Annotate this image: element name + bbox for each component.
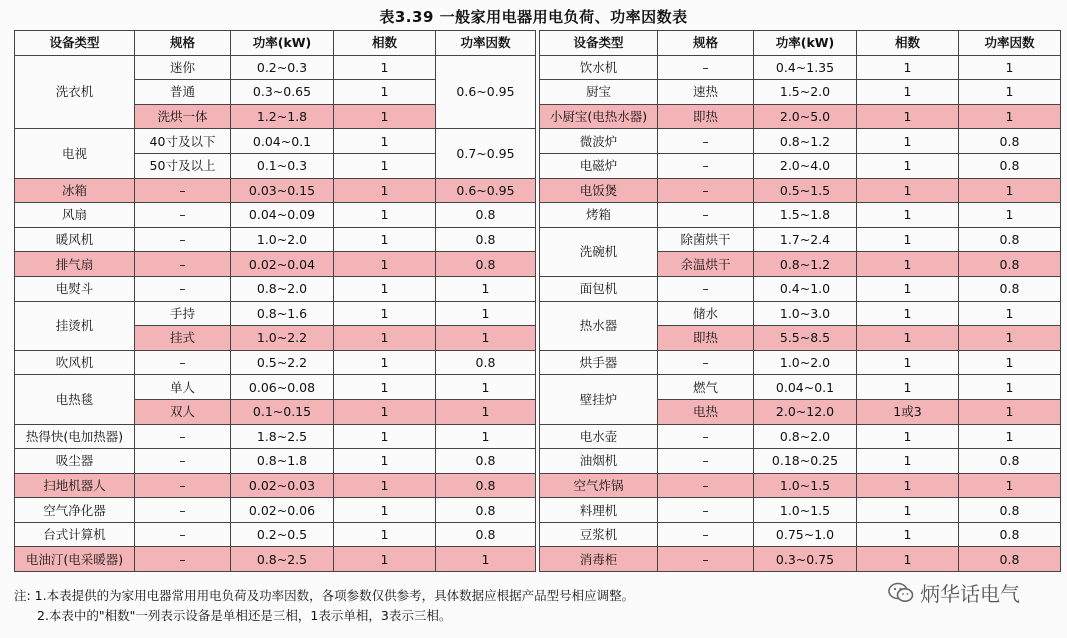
cell-power-factor: 0.8 [436,473,536,498]
cell-phase: 1 [857,301,959,326]
cell-power: 1.0~2.2 [231,326,334,351]
cell-power: 0.4~1.0 [754,276,857,301]
cell-spec: 洗烘一体 [135,104,231,129]
cell-spec: – [658,153,754,178]
table-row [15,522,536,547]
cell-power-factor: 1 [959,473,1061,498]
cell-phase: 1 [334,276,436,301]
cell-spec: 燃气 [658,375,754,400]
cell-spec: 余温烘干 [658,252,754,277]
cell-phase: 1 [334,449,436,474]
cell-power: 0.75~1.0 [754,522,857,547]
cell-power-factor: 1 [959,424,1061,449]
cell-phase: 1 [334,80,436,105]
cell-device-type: 烤箱 [540,203,658,228]
cell-power: 2.0~4.0 [754,153,857,178]
table-row [540,301,1061,326]
cell-phase: 1 [334,424,436,449]
cell-power-factor: 0.8 [436,227,536,252]
cell-power: 0.06~0.08 [231,375,334,400]
cell-phase: 1 [857,203,959,228]
cell-phase: 1 [857,547,959,572]
cell-power: 0.8~1.6 [231,301,334,326]
table-row [540,55,1061,80]
cell-spec: – [135,252,231,277]
cell-spec: 双人 [135,399,231,424]
cell-device-type: 豆浆机 [540,522,658,547]
cell-power: 2.0~12.0 [754,399,857,424]
cell-spec: – [135,547,231,572]
cell-phase: 1 [857,276,959,301]
table-row [540,80,1061,105]
table-row [15,203,536,228]
cell-phase: 1 [334,55,436,80]
cell-power: 1.0~3.0 [754,301,857,326]
cell-power-factor: 1 [436,301,536,326]
cell-phase: 1 [334,399,436,424]
cell-phase: 1 [857,350,959,375]
table-row [540,375,1061,400]
cell-device-type: 空气净化器 [15,498,135,523]
header-type: 设备类型 [540,31,658,56]
header-power: 功率(kW) [754,31,857,56]
cell-phase: 1或3 [857,399,959,424]
cell-spec: – [658,178,754,203]
table-right-half [539,30,1060,572]
cell-power: 0.4~1.35 [754,55,857,80]
table-row [540,424,1061,449]
cell-power-factor: 0.8 [959,547,1061,572]
cell-spec: – [658,498,754,523]
cell-spec: – [658,129,754,154]
cell-spec: 单人 [135,375,231,400]
cell-phase: 1 [857,104,959,129]
note-2: 2.本表中的"相数"一列表示设备是单相还是三相，1表示单相，3表示三相。 [37,608,452,623]
cell-spec: 速热 [658,80,754,105]
header-power: 功率(kW) [231,31,334,56]
cell-power: 0.02~0.06 [231,498,334,523]
table-row [15,498,536,523]
cell-power-factor: 1 [436,547,536,572]
cell-power-factor: 1 [959,326,1061,351]
cell-device-type: 电磁炉 [540,153,658,178]
cell-power-factor: 1 [959,178,1061,203]
cell-device-type: 排气扇 [15,252,135,277]
cell-power-factor: 1 [959,203,1061,228]
note-1: 注: 1.本表提供的为家用电器常用用电负荷及功率因数，各项参数仅供参考，具体数据应根据产品型号相应调整。 [14,588,635,603]
table-row [540,350,1061,375]
table-title: 表3.39 一般家用电器用电负荷、功率因数表 [379,8,688,26]
cell-spec: – [135,350,231,375]
table-left-half [14,30,535,572]
cell-power-factor: 0.8 [436,252,536,277]
cell-device-type: 料理机 [540,498,658,523]
table-row [15,55,536,80]
header-phase: 相数 [857,31,959,56]
watermark [888,578,1020,607]
cell-device-type: 洗衣机 [15,55,135,129]
cell-spec: – [658,276,754,301]
cell-device-type: 壁挂炉 [540,375,658,424]
cell-spec: 50寸及以上 [135,153,231,178]
table-row [540,473,1061,498]
cell-device-type: 洗碗机 [540,227,658,276]
cell-device-type: 暖风机 [15,227,135,252]
cell-phase: 1 [857,473,959,498]
cell-device-type: 小厨宝(电热水器) [540,104,658,129]
cell-phase: 1 [334,129,436,154]
cell-spec: – [658,55,754,80]
cell-power: 1.8~2.5 [231,424,334,449]
cell-phase: 1 [857,252,959,277]
table-row [15,276,536,301]
table-left [14,30,536,572]
cell-phase: 1 [857,80,959,105]
cell-spec: 手持 [135,301,231,326]
cell-spec: – [658,424,754,449]
cell-phase: 1 [334,153,436,178]
cell-power-factor: 1 [436,326,536,351]
table-row [15,129,536,154]
cell-device-type: 电视 [15,129,135,178]
cell-power: 0.18~0.25 [754,449,857,474]
cell-power-factor: 1 [959,375,1061,400]
cell-device-type: 扫地机器人 [15,473,135,498]
watermark-text: 炳华话电气 [920,582,1020,606]
cell-power: 0.3~0.65 [231,80,334,105]
cell-power: 1.0~1.5 [754,473,857,498]
header-spec: 规格 [135,31,231,56]
cell-spec: – [658,449,754,474]
table-row [540,449,1061,474]
cell-spec: 除菌烘干 [658,227,754,252]
cell-power-factor: 1 [436,276,536,301]
cell-phase: 1 [334,350,436,375]
cell-power: 0.8~2.0 [231,276,334,301]
cell-power-factor: 1 [436,424,536,449]
cell-spec: – [135,473,231,498]
cell-phase: 1 [334,252,436,277]
notes [14,586,634,626]
cell-phase: 1 [857,55,959,80]
cell-phase: 1 [857,227,959,252]
cell-spec: – [135,178,231,203]
cell-phase: 1 [334,227,436,252]
cell-phase: 1 [334,203,436,228]
table-row [540,498,1061,523]
cell-power-factor: 0.8 [959,522,1061,547]
cell-power-factor: 0.8 [959,449,1061,474]
cell-phase: 1 [334,104,436,129]
cell-power: 0.8~1.8 [231,449,334,474]
cell-spec: 即热 [658,104,754,129]
cell-spec: 即热 [658,326,754,351]
cell-phase: 1 [334,326,436,351]
cell-spec: 普通 [135,80,231,105]
cell-power-factor: 1 [959,80,1061,105]
table-row [15,252,536,277]
cell-phase: 1 [857,498,959,523]
cell-power: 1.5~2.0 [754,80,857,105]
cell-power: 0.8~2.0 [754,424,857,449]
cell-spec: – [135,276,231,301]
cell-device-type: 电热毯 [15,375,135,424]
cell-power: 1.7~2.4 [754,227,857,252]
cell-phase: 1 [857,424,959,449]
table-row [540,153,1061,178]
cell-phase: 1 [334,375,436,400]
table-row [15,449,536,474]
cell-power-factor: 0.7~0.95 [436,129,536,178]
cell-power: 1.0~2.0 [754,350,857,375]
cell-power: 1.0~1.5 [754,498,857,523]
cell-phase: 1 [334,178,436,203]
table-row [540,547,1061,572]
cell-power: 0.3~0.75 [754,547,857,572]
cell-phase: 1 [857,153,959,178]
cell-power-factor: 0.8 [436,350,536,375]
header-row [540,31,1061,56]
cell-power: 0.1~0.15 [231,399,334,424]
table-row [15,473,536,498]
cell-spec: – [135,203,231,228]
wechat-icon [888,582,914,604]
table-row [540,178,1061,203]
header-type: 设备类型 [15,31,135,56]
cell-device-type: 冰箱 [15,178,135,203]
cell-phase: 1 [857,375,959,400]
cell-power-factor: 0.8 [959,227,1061,252]
table-row [15,301,536,326]
cell-phase: 1 [857,178,959,203]
cell-spec: 迷你 [135,55,231,80]
cell-spec: 电热 [658,399,754,424]
cell-device-type: 电熨斗 [15,276,135,301]
cell-device-type: 挂烫机 [15,301,135,350]
cell-power: 1.0~2.0 [231,227,334,252]
cell-spec: – [658,473,754,498]
cell-device-type: 电水壶 [540,424,658,449]
cell-power-factor: 0.6~0.95 [436,55,536,129]
cell-power-factor: 1 [959,301,1061,326]
cell-phase: 1 [334,522,436,547]
table-row [15,547,536,572]
cell-device-type: 台式计算机 [15,522,135,547]
cell-spec: – [658,350,754,375]
header-phase: 相数 [334,31,436,56]
cell-spec: – [135,498,231,523]
cell-power: 0.8~1.2 [754,252,857,277]
cell-spec: – [658,522,754,547]
cell-phase: 1 [334,301,436,326]
table-row [15,424,536,449]
cell-device-type: 厨宝 [540,80,658,105]
cell-power: 0.8~2.5 [231,547,334,572]
cell-device-type: 空气炸锅 [540,473,658,498]
table-row [540,129,1061,154]
cell-device-type: 面包机 [540,276,658,301]
cell-power: 2.0~5.0 [754,104,857,129]
cell-device-type: 消毒柜 [540,547,658,572]
cell-power: 0.5~2.2 [231,350,334,375]
table-row [540,203,1061,228]
cell-power: 0.03~0.15 [231,178,334,203]
cell-power-factor: 0.8 [436,522,536,547]
cell-power: 5.5~8.5 [754,326,857,351]
cell-device-type: 热水器 [540,301,658,350]
cell-power: 1.2~1.8 [231,104,334,129]
cell-power: 0.04~0.09 [231,203,334,228]
cell-power-factor: 1 [436,399,536,424]
cell-spec: 挂式 [135,326,231,351]
cell-spec: – [135,522,231,547]
cell-device-type: 微波炉 [540,129,658,154]
cell-power: 0.04~0.1 [754,375,857,400]
cell-phase: 1 [857,522,959,547]
cell-phase: 1 [857,449,959,474]
cell-device-type: 电油汀(电采暖器) [15,547,135,572]
cell-phase: 1 [334,547,436,572]
cell-power: 0.04~0.1 [231,129,334,154]
cell-power: 0.8~1.2 [754,129,857,154]
table-row [15,227,536,252]
cell-power-factor: 0.8 [959,129,1061,154]
table-row [540,276,1061,301]
cell-power: 0.02~0.03 [231,473,334,498]
header-row [15,31,536,56]
cell-power-factor: 0.8 [959,498,1061,523]
cell-spec: – [135,424,231,449]
cell-power-factor: 1 [959,104,1061,129]
cell-device-type: 饮水机 [540,55,658,80]
cell-phase: 1 [334,498,436,523]
cell-power-factor: 0.8 [959,252,1061,277]
cell-phase: 1 [857,326,959,351]
cell-power: 0.2~0.5 [231,522,334,547]
cell-power: 0.1~0.3 [231,153,334,178]
table-row [15,375,536,400]
cell-phase: 1 [857,129,959,154]
header-pf: 功率因数 [436,31,536,56]
cell-spec: 40寸及以下 [135,129,231,154]
cell-power-factor: 1 [959,399,1061,424]
cell-power-factor: 1 [959,55,1061,80]
header-spec: 规格 [658,31,754,56]
table-row [540,104,1061,129]
cell-power-factor: 0.8 [436,449,536,474]
cell-spec: – [658,547,754,572]
cell-device-type: 烘手器 [540,350,658,375]
cell-power: 1.5~1.8 [754,203,857,228]
cell-device-type: 电饭煲 [540,178,658,203]
header-pf: 功率因数 [959,31,1061,56]
cell-power-factor: 0.6~0.95 [436,178,536,203]
table-row [15,178,536,203]
cell-spec: – [135,449,231,474]
cell-power-factor: 0.8 [959,153,1061,178]
table-row [15,350,536,375]
cell-spec: – [135,227,231,252]
cell-spec: – [658,203,754,228]
cell-power-factor: 0.8 [436,203,536,228]
table-row [540,227,1061,252]
cell-phase: 1 [334,473,436,498]
table-row [540,522,1061,547]
cell-power: 0.5~1.5 [754,178,857,203]
cell-power-factor: 0.8 [959,276,1061,301]
cell-power: 0.2~0.3 [231,55,334,80]
cell-power-factor: 1 [436,375,536,400]
cell-power-factor: 1 [959,350,1061,375]
cell-device-type: 油烟机 [540,449,658,474]
cell-device-type: 风扇 [15,203,135,228]
cell-power: 0.02~0.04 [231,252,334,277]
cell-device-type: 吹风机 [15,350,135,375]
cell-power-factor: 0.8 [436,498,536,523]
cell-device-type: 吸尘器 [15,449,135,474]
cell-device-type: 热得快(电加热器) [15,424,135,449]
cell-spec: 储水 [658,301,754,326]
table-right [539,30,1061,572]
